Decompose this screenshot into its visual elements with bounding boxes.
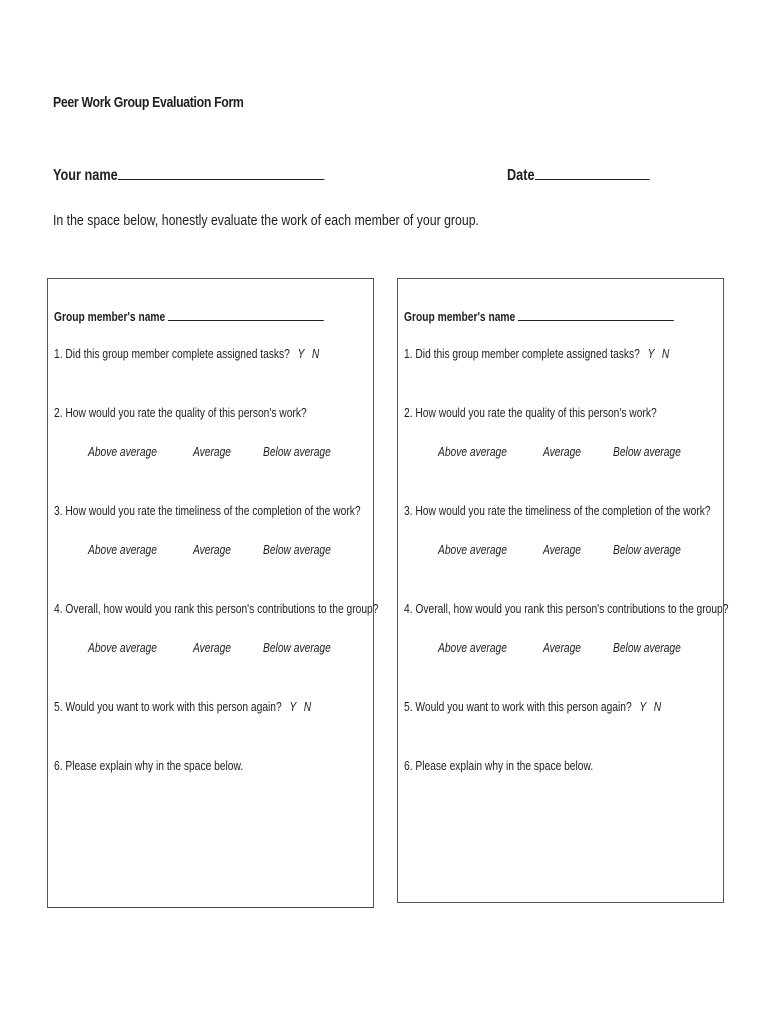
question-2-text: 2. How would you rate the quality of this person's work? xyxy=(54,406,307,420)
no-option[interactable]: N xyxy=(653,700,662,714)
evaluation-card-right xyxy=(397,278,729,903)
member-name-blank[interactable] xyxy=(168,309,324,321)
yes-option[interactable]: Y xyxy=(647,347,655,361)
rating-above-average[interactable]: Above average xyxy=(438,641,507,655)
question-1-text: 1. Did this group member complete assigned tasks? xyxy=(54,347,290,361)
rating-above-average[interactable]: Above average xyxy=(438,445,507,459)
question-4-text: 4. Overall, how would you rank this person's contributions to the group? xyxy=(54,602,379,616)
rating-below-average[interactable]: Below average xyxy=(263,543,331,557)
yes-option[interactable]: Y xyxy=(639,700,647,714)
question-5-text: 5. Would you want to work with this person again? xyxy=(54,700,282,714)
evaluation-card-left xyxy=(47,278,379,908)
question-3-text: 3. How would you rate the timeliness of the completion of the work? xyxy=(54,504,361,518)
member-name-blank[interactable] xyxy=(518,309,674,321)
question-5-text: 5. Would you want to work with this person again? xyxy=(404,700,632,714)
date-label: Date xyxy=(507,167,535,184)
rating-above-average[interactable]: Above average xyxy=(88,543,157,557)
question-3-text: 3. How would you rate the timeliness of the completion of the work? xyxy=(404,504,711,518)
member-name-label: Group member's name xyxy=(404,310,516,324)
instructions-text: In the space below, honestly evaluate the work of each member of your group. xyxy=(53,212,479,229)
rating-average[interactable]: Average xyxy=(193,543,232,557)
question-6-text: 6. Please explain why in the space below. xyxy=(54,759,244,773)
yes-option[interactable]: Y xyxy=(297,347,305,361)
rating-below-average[interactable]: Below average xyxy=(613,445,681,459)
question-1 xyxy=(54,347,327,361)
member-name-label: Group member's name xyxy=(54,310,166,324)
rating-average[interactable]: Average xyxy=(543,543,582,557)
rating-above-average[interactable]: Above average xyxy=(438,543,507,557)
no-option[interactable]: N xyxy=(661,347,670,361)
yes-option[interactable]: Y xyxy=(289,700,297,714)
question-1-text: 1. Did this group member complete assigned tasks? xyxy=(404,347,640,361)
no-option[interactable]: N xyxy=(311,347,320,361)
date-field[interactable] xyxy=(507,165,649,185)
rating-above-average[interactable]: Above average xyxy=(88,641,157,655)
date-blank[interactable] xyxy=(535,165,650,180)
form-title: Peer Work Group Evaluation Form xyxy=(53,94,244,111)
rating-above-average[interactable]: Above average xyxy=(88,445,157,459)
question-5 xyxy=(404,700,669,714)
rating-below-average[interactable]: Below average xyxy=(263,445,331,459)
rating-below-average[interactable]: Below average xyxy=(263,641,331,655)
rating-average[interactable]: Average xyxy=(543,641,582,655)
rating-below-average[interactable]: Below average xyxy=(613,543,681,557)
question-4-text: 4. Overall, how would you rank this person's contributions to the group? xyxy=(404,602,729,616)
no-option[interactable]: N xyxy=(303,700,312,714)
rating-average[interactable]: Average xyxy=(193,445,232,459)
rating-below-average[interactable]: Below average xyxy=(613,641,681,655)
your-name-blank[interactable] xyxy=(118,165,325,180)
question-1 xyxy=(404,347,677,361)
member-name-field[interactable] xyxy=(404,309,674,324)
rating-average[interactable]: Average xyxy=(543,445,582,459)
question-2-text: 2. How would you rate the quality of this person's work? xyxy=(404,406,657,420)
question-6-text: 6. Please explain why in the space below. xyxy=(404,759,594,773)
rating-average[interactable]: Average xyxy=(193,641,232,655)
your-name-label: Your name xyxy=(53,167,118,184)
your-name-field[interactable] xyxy=(53,165,324,185)
question-5 xyxy=(54,700,319,714)
member-name-field[interactable] xyxy=(54,309,324,324)
